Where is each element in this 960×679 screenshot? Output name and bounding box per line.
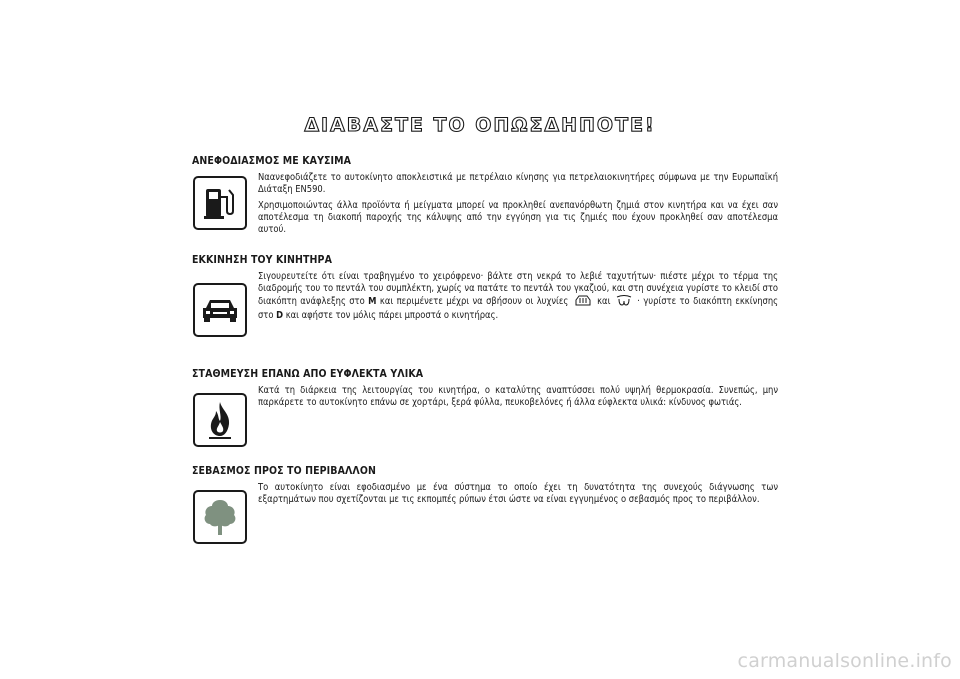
paragraph: Κατά τη διάρκεια της λειτουργίας του κινητήρα, ο καταλύτης αναπτύσσει πολύ υψηλή θερμοκρασία. Συνεπώς, μην παρκάρετε το αυτοκίνητο επάνω σε χορτάρι, ξερά φύλλα, πευκοβελόνες ή άλλα εύφλεκτα υλικά: κίνδυνος φωτιάς. bbox=[258, 385, 778, 408]
section-engine-start bbox=[192, 254, 778, 326]
paragraph bbox=[258, 271, 778, 322]
section-refuelling bbox=[192, 155, 778, 240]
section-heading-environment: ΣΕΒΑΣΜΟΣ ΠΡΟΣ ΤΟ ΠΕΡΙΒΑΛΛΟΝ bbox=[192, 465, 376, 477]
text-run: και bbox=[597, 296, 611, 307]
key-position-m: M bbox=[368, 296, 377, 307]
text-run: και αφήστε τον μόλις πάρει μπροστά ο κινητήρας. bbox=[285, 310, 499, 321]
fuel-pump-icon bbox=[193, 176, 247, 230]
section-environment bbox=[192, 465, 778, 510]
key-position-d: D bbox=[276, 310, 284, 321]
page-title: ΔΙΑΒΑΣΤΕ ΤΟ ΟΠΩΣΔΗΠΟΤΕ! bbox=[304, 114, 656, 136]
text-run: Σιγουρευτείτε ότι είναι τραβηγμένο το χειρόφρενο· βάλτε στη νεκρά το λεβιέ ταχυτήτων· πιέστε μέχρι το τέρμα της διαδρομής του το πεντάλ του συμπλέκτη, χωρίς να πατάτε το πεντάλ του γκαζιού, και στη συνέχεια γυρίστε το κλειδί στο διακόπτη ανάφλεξης στο bbox=[258, 271, 778, 307]
section-heading-parking: ΣΤΑΘΜΕΥΣΗ ΕΠΑΝΩ ΑΠΟ ΕΥΦΛΕΚΤΑ ΥΛΙΚΑ bbox=[192, 368, 424, 380]
text-run: · γυρίστε το διακόπτη εκκίνησης στο bbox=[258, 296, 779, 321]
section-heading-engine-start: ΕΚΚΙΝΗΣΗ ΤΟΥ ΚΙΝΗΤΗΡΑ bbox=[192, 254, 332, 266]
tree-icon bbox=[193, 490, 247, 544]
car-icon bbox=[193, 283, 247, 337]
glow-plug-icon bbox=[616, 295, 632, 310]
paragraph: Ναανεφοδιάζετε το αυτοκίνητο αποκλειστικά με πετρέλαιο κίνησης για πετρελαιοκινητήρες σύμφωνα με την Ευρωπαϊκή Διάταξη EN590. bbox=[258, 172, 778, 195]
text-run: και περιμένετε μέχρι να σβήσουν οι λυχνίες bbox=[379, 296, 569, 307]
flame-icon bbox=[193, 393, 247, 447]
paragraph: Το αυτοκίνητο είναι εφοδιασμένο με ένα σύστημα το οποίο έχει τη δυνατότητα της συνεχούς διάγνωσης των εξαρτημάτων που σχετίζονται με τις εκπομπές ρύπων έτσι ώστε να είναι εγγυημένος ο σεβασμός προς το περιβάλλον. bbox=[258, 482, 778, 505]
paragraph: Χρησιμοποιώντας άλλα προϊόντα ή μείγματα μπορεί να προκληθεί ανεπανόρθωτη ζημιά στον κινητήρα και να έχει σαν αποτέλεσμα τη διακοπή παροχής της κάλυψης από την εγγύηση για τις ζημιές που έχουν προκληθεί σαν αποτέλεσμα αυτού. bbox=[258, 200, 778, 235]
section-parking-flammable bbox=[192, 368, 778, 413]
watermark: carmanualsonline.info bbox=[737, 650, 952, 672]
warning-lamp-icon bbox=[574, 295, 592, 310]
section-heading-refuelling: ΑΝΕΦΟΔΙΑΣΜΟΣ ΜΕ ΚΑΥΣΙΜΑ bbox=[192, 155, 352, 167]
